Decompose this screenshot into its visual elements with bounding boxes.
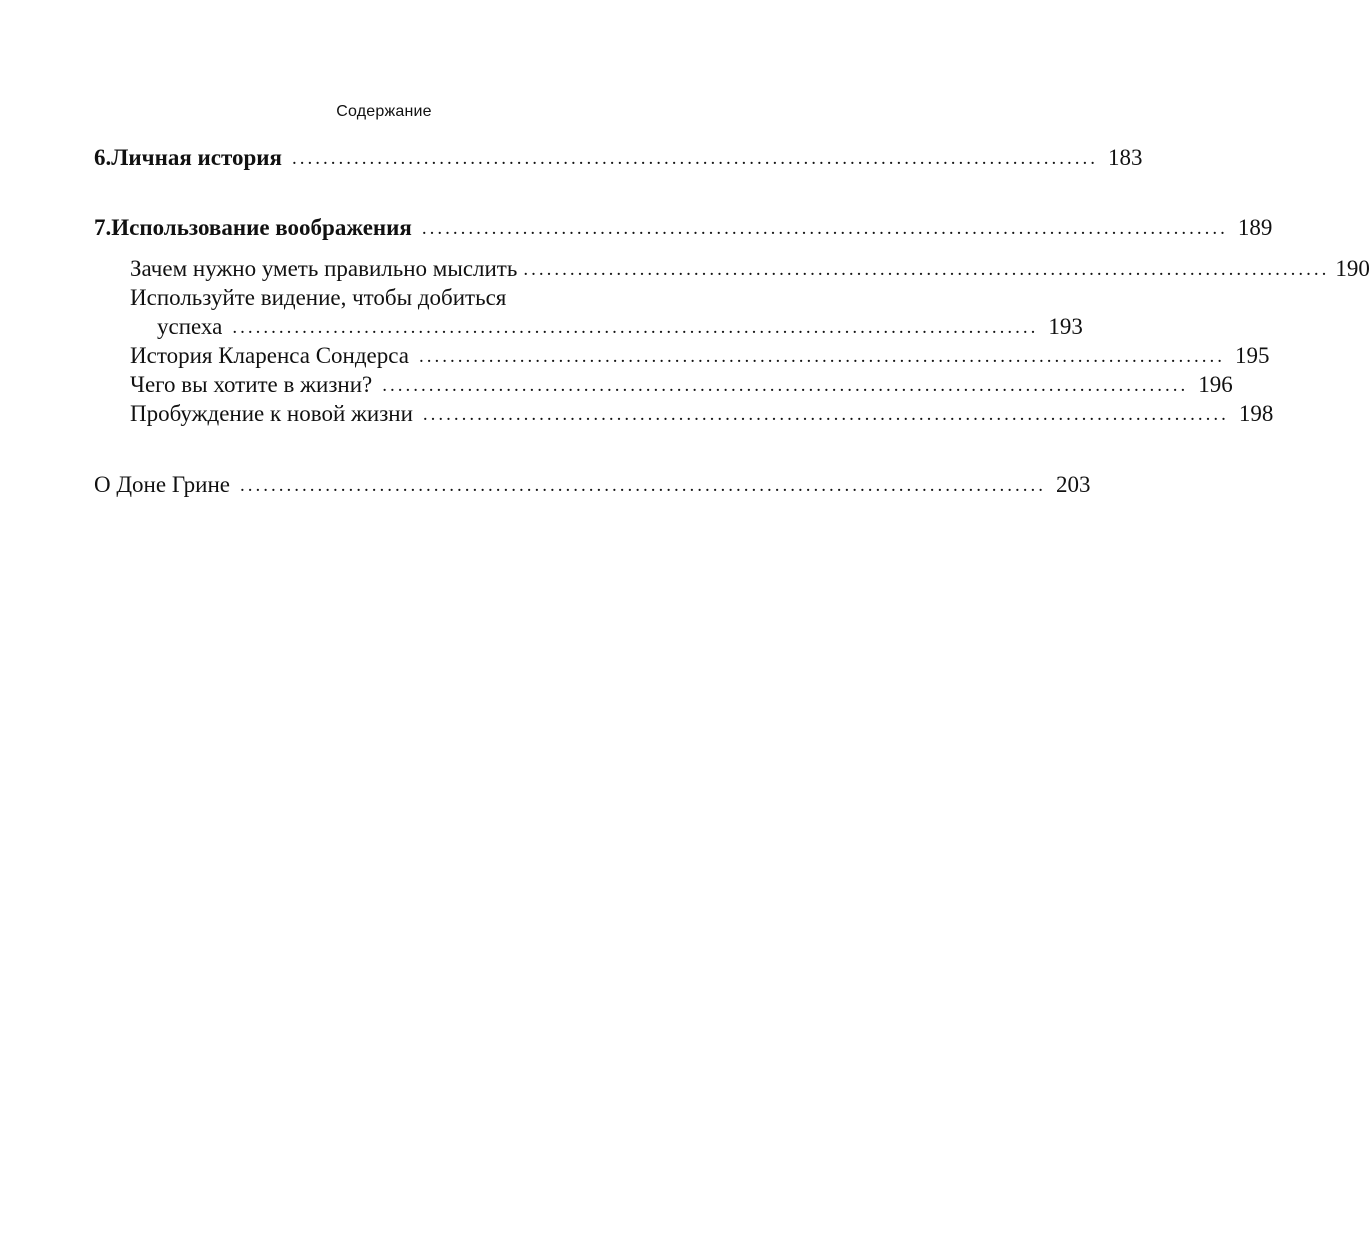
dot-leader: ........................................................................................................ bbox=[523, 259, 1330, 280]
chapter-number: 7. bbox=[94, 215, 112, 240]
section-title: Зачем нужно уметь правильно мыслить bbox=[130, 256, 518, 281]
toc-entry-section-5[interactable] bbox=[130, 400, 1274, 430]
dot-leader: ........................................................................................................ bbox=[292, 148, 1098, 169]
toc-entry-chapter-6[interactable] bbox=[94, 144, 1143, 174]
page-number: 193 bbox=[1048, 314, 1083, 339]
chapter-title: Личная история bbox=[111, 145, 282, 170]
chapter-number: 6. bbox=[94, 145, 112, 170]
page-number: 196 bbox=[1198, 372, 1233, 397]
toc-entry-section-2[interactable] bbox=[157, 313, 1083, 343]
toc-entry-chapter-7[interactable] bbox=[94, 214, 1273, 244]
page-number: 189 bbox=[1237, 215, 1273, 240]
section-title: Пробуждение к новой жизни bbox=[130, 401, 413, 426]
section-title-line1[interactable]: Используйте видение, чтобы добиться bbox=[130, 285, 507, 310]
page-number: 183 bbox=[1108, 145, 1143, 170]
page-number: 190 bbox=[1335, 256, 1370, 281]
toc-entry-section-3[interactable] bbox=[130, 342, 1270, 372]
chapter-title: Использование воображения bbox=[111, 215, 412, 240]
page-number: 195 bbox=[1234, 343, 1270, 368]
page-number: 198 bbox=[1238, 401, 1274, 426]
section-title: Чего вы хотите в жизни? bbox=[130, 372, 373, 397]
dot-leader: ........................................................................................................ bbox=[240, 475, 1046, 496]
dot-leader: ........................................................................................................ bbox=[232, 317, 1039, 338]
section-title: История Кларенса Сондерса bbox=[130, 343, 409, 368]
dot-leader: ........................................................................................................ bbox=[421, 218, 1228, 239]
dot-leader: ........................................................................................................ bbox=[382, 375, 1189, 396]
toc-entry-afterword[interactable] bbox=[94, 471, 1091, 501]
page-number: 203 bbox=[1056, 472, 1091, 497]
afterword-title: О Доне Грине bbox=[94, 472, 230, 497]
dot-leader: ........................................................................................................ bbox=[422, 404, 1229, 425]
toc-entry-section-1[interactable] bbox=[130, 255, 1370, 285]
running-head: Содержание bbox=[336, 103, 432, 120]
dot-leader: ........................................................................................................ bbox=[418, 346, 1225, 367]
section-title-line2: успеха bbox=[157, 314, 223, 339]
toc-entry-section-4[interactable] bbox=[130, 371, 1233, 401]
